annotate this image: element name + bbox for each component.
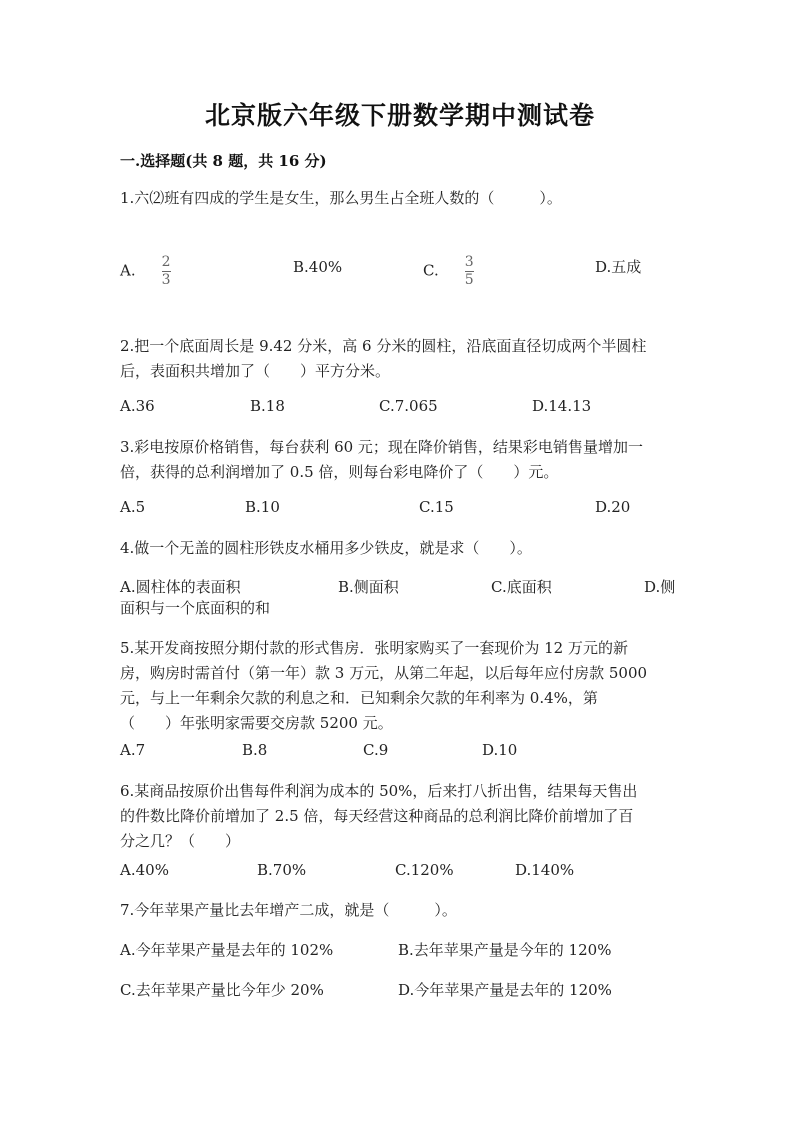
option-d[interactable]: D.今年苹果产量是去年的 120% (398, 981, 612, 999)
denominator: 3 (161, 272, 171, 288)
option-c[interactable]: C.7.065 (379, 397, 438, 415)
question-2 (120, 334, 680, 384)
question-line: （ ）年张明家需要交房款 5200 元。 (120, 714, 393, 732)
section-heading: 一.选择题(共 8 题，共 16 分) (120, 152, 327, 170)
option-d-continuation[interactable]: 面积与一个底面积的和 (120, 599, 271, 617)
question-7-options-row1 (120, 938, 680, 963)
numerator: 2 (161, 254, 171, 270)
fraction (162, 255, 171, 288)
question-7-options-row2 (120, 978, 680, 1003)
option-label: A. (120, 261, 136, 280)
question-line: 2.把一个底面周长是 9.42 分米，高 6 分米的圆柱，沿底面直径切成两个半圆柱 (120, 337, 647, 355)
option-c[interactable]: C.底面积 (491, 578, 552, 596)
option-c[interactable]: C.去年苹果产量比今年少 20% (120, 981, 324, 999)
option-a[interactable]: A.40% (120, 861, 169, 879)
option-a[interactable] (120, 255, 171, 288)
question-6 (120, 779, 680, 854)
question-3-options (120, 495, 680, 520)
fraction (465, 255, 474, 288)
option-d[interactable]: D.五成 (595, 258, 642, 276)
option-b[interactable]: B.18 (250, 397, 285, 415)
option-a[interactable]: A.圆柱体的表面积 (120, 578, 241, 596)
question-line: 6.某商品按原价出售每件利润为成本的 50%，后来打八折出售，结果每天售出 (120, 782, 638, 800)
question-7: 7.今年苹果产量比去年增产二成，就是（ ）。 (120, 901, 457, 919)
question-line: 房，购房时需首付（第一年）款 3 万元，从第二年起，以后每年应付房款 5000 (120, 664, 648, 682)
question-line: 3.彩电按原价格销售，每台获利 60 元；现在降价销售，结果彩电销售量增加一 (120, 438, 643, 456)
question-1: 1.六⑵班有四成的学生是女生，那么男生占全班人数的（ ）。 (120, 189, 562, 207)
option-c[interactable]: C.15 (419, 498, 454, 516)
option-b[interactable]: B.8 (242, 741, 268, 759)
option-b[interactable]: B.40% (293, 258, 343, 276)
option-label: C. (423, 261, 439, 280)
option-d[interactable]: D.20 (595, 498, 631, 516)
option-a[interactable]: A.今年苹果产量是去年的 102% (120, 941, 334, 959)
question-line: 倍，获得的总利润增加了 0.5 倍，则每台彩电降价了（ ）元。 (120, 463, 559, 481)
option-d[interactable]: D.140% (515, 861, 575, 879)
question-line: 的件数比降价前增加了 2.5 倍，每天经营这种商品的总利润比降价前增加了百 (120, 807, 634, 825)
question-6-options (120, 858, 680, 883)
option-a[interactable]: A.36 (120, 397, 155, 415)
option-b[interactable]: B.70% (257, 861, 307, 879)
option-c[interactable]: C.120% (395, 861, 454, 879)
option-b[interactable]: B.去年苹果产量是今年的 120% (398, 941, 612, 959)
question-5-options (120, 738, 680, 763)
option-b[interactable]: B.10 (245, 498, 280, 516)
numerator: 3 (464, 254, 474, 270)
question-4: 4.做一个无盖的圆柱形铁皮水桶用多少铁皮，就是求（ ）。 (120, 539, 532, 557)
question-5 (120, 636, 680, 736)
question-line: 5.某开发商按照分期付款的形式售房．张明家购买了一套现价为 12 万元的新 (120, 639, 628, 657)
option-c[interactable] (423, 255, 474, 288)
option-a[interactable]: A.7 (120, 741, 146, 759)
option-b[interactable]: B.侧面积 (338, 578, 399, 596)
question-2-options (120, 394, 680, 419)
option-d[interactable]: D.14.13 (532, 397, 592, 415)
question-line: 后，表面积共增加了（ ）平方分米。 (120, 362, 391, 380)
option-c[interactable]: C.9 (363, 741, 389, 759)
question-line: 元，与上一年剩余欠款的利息之和．已知剩余欠款的年利率为 0.4%，第 (120, 689, 598, 707)
option-d[interactable]: D.侧 (644, 578, 676, 596)
question-1-options (120, 254, 680, 288)
page-title: 北京版六年级下册数学期中测试卷 (204, 101, 595, 130)
question-3 (120, 435, 680, 485)
denominator: 5 (464, 272, 474, 288)
question-line: 分之几？（ ） (120, 832, 241, 850)
option-a[interactable]: A.5 (120, 498, 146, 516)
option-d[interactable]: D.10 (482, 741, 518, 759)
